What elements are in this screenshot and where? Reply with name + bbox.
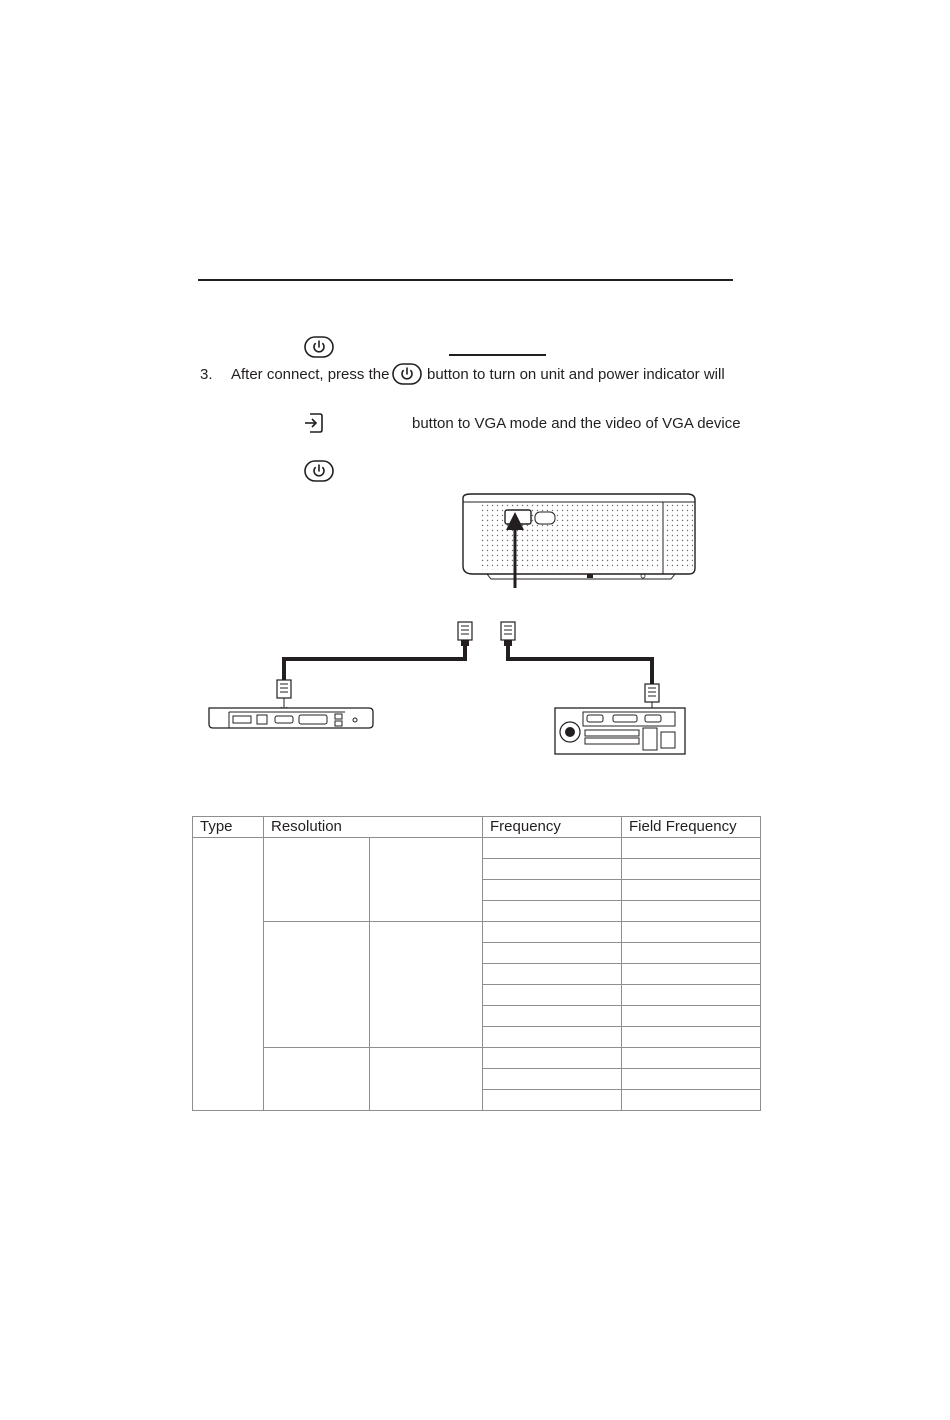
vga-connection-diagram [195, 488, 705, 763]
power-button-icon [304, 460, 334, 482]
table-header-row [193, 817, 761, 838]
step-3-number: 3. [200, 366, 213, 383]
table-cell [483, 859, 622, 880]
table-cell [622, 1069, 761, 1090]
table-cell [483, 964, 622, 985]
table-cell [622, 1006, 761, 1027]
table-cell [483, 1090, 622, 1111]
table-cell [483, 943, 622, 964]
table-cell [622, 922, 761, 943]
projector-illustration [463, 494, 695, 579]
table-cell [622, 838, 761, 859]
vga-mode-text: button to VGA mode and the video of VGA device [412, 415, 741, 432]
table-row [193, 1048, 761, 1069]
table-cell [622, 859, 761, 880]
supported-resolution-table [192, 816, 761, 1111]
table-cell [483, 1027, 622, 1048]
input-source-icon [302, 412, 324, 434]
table-cell [622, 985, 761, 1006]
table-row [193, 922, 761, 943]
table-cell [483, 922, 622, 943]
section-rule [198, 279, 733, 281]
table-cell [483, 901, 622, 922]
table-cell [483, 880, 622, 901]
table-cell [483, 1048, 622, 1069]
table-cell [370, 838, 483, 922]
step-3-text: After connect, press the [231, 366, 390, 383]
table-cell [264, 1048, 370, 1111]
table-row [193, 838, 761, 859]
vga-plug-left [458, 622, 472, 646]
step-3-text-continued: button to turn on unit and power indicator will [427, 366, 725, 383]
power-button-icon [304, 336, 334, 358]
header-type: Type [193, 817, 264, 838]
desktop-computer-illustration [555, 708, 685, 754]
table-cell [622, 964, 761, 985]
table-cell [483, 985, 622, 1006]
table-cell [622, 943, 761, 964]
table-cell [370, 1048, 483, 1111]
table-cell [193, 838, 264, 1111]
table-cell [483, 838, 622, 859]
table-cell [483, 1069, 622, 1090]
table-cell [264, 838, 370, 922]
table-cell [622, 1048, 761, 1069]
table-cell [483, 1006, 622, 1027]
underline-mark [449, 354, 546, 356]
power-button-icon [392, 363, 422, 385]
header-field-frequency: Field Frequency [622, 817, 761, 838]
table-cell [264, 922, 370, 1048]
header-frequency: Frequency [483, 817, 622, 838]
table-cell [622, 880, 761, 901]
table-cell [622, 1090, 761, 1111]
header-resolution: Resolution [264, 817, 483, 838]
table-cell [370, 922, 483, 1048]
vga-plug-right [501, 622, 515, 646]
table-cell [622, 901, 761, 922]
table-cell [622, 1027, 761, 1048]
laptop-illustration [209, 708, 373, 728]
